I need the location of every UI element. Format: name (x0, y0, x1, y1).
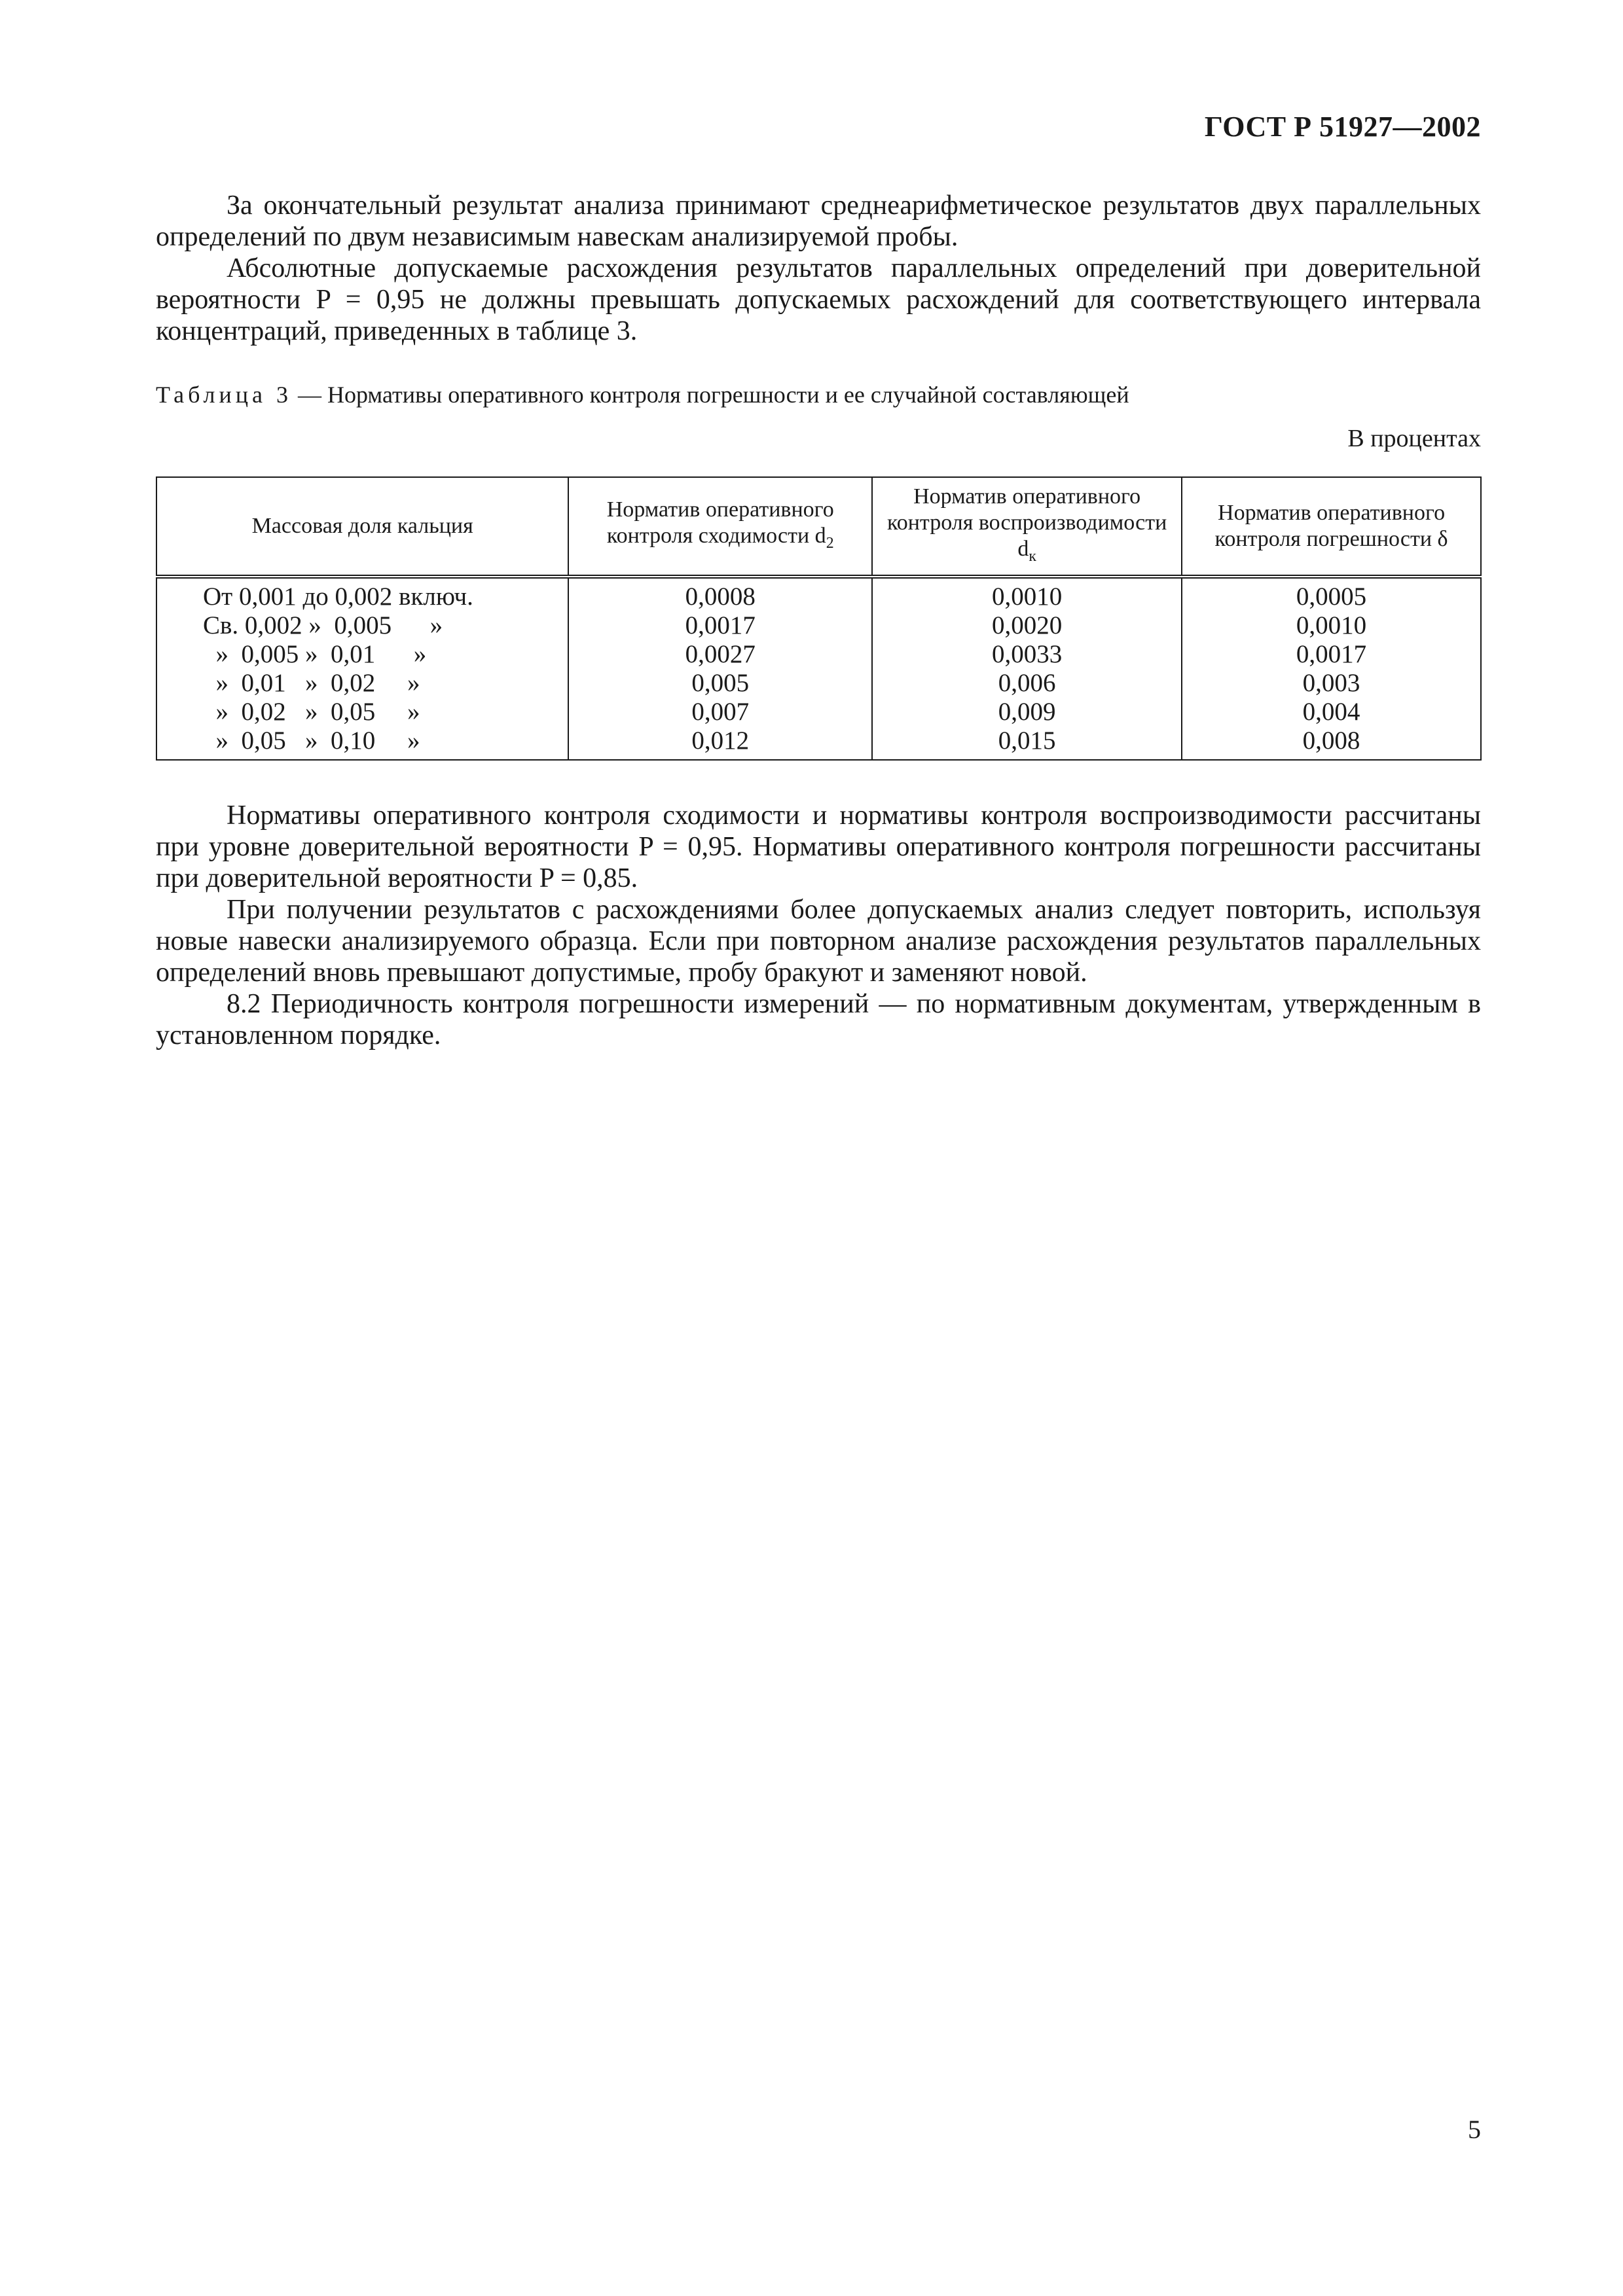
table-caption (156, 381, 1129, 408)
cell-range: От 0,001 до 0,002 включ. (156, 577, 568, 611)
cell-dk: 0,006 (872, 669, 1182, 698)
cell-delta: 0,0005 (1182, 577, 1481, 611)
cell-dk: 0,0033 (872, 640, 1182, 669)
cell-d2: 0,007 (568, 698, 872, 726)
table-row (156, 640, 1481, 669)
table-row (156, 698, 1481, 726)
document-code-header: ГОСТ Р 51927—2002 (1204, 111, 1481, 143)
header-error: Норматив оперативного контроля погрешности δ (1182, 477, 1481, 577)
header-reproducibility: Норматив оперативного контроля воспроизводимости $d_к$ (872, 477, 1182, 577)
header-repeatability: Норматив оперативного контроля сходимости $d_2$ (568, 477, 872, 577)
cell-d2: 0,0017 (568, 611, 872, 640)
cell-d2: 0,0008 (568, 577, 872, 611)
cell-delta: 0,008 (1182, 726, 1481, 760)
paragraph-control-periodicity: 8.2 Периодичность контроля погрешности измерений — по нормативным документам, утвержденным в установленном порядке. (156, 989, 1481, 1050)
cell-d2: 0,0027 (568, 640, 872, 669)
norms-table (156, 476, 1482, 761)
cell-range: » 0,005 » 0,01 » (156, 640, 568, 669)
table-caption-text: — Нормативы оперативного контроля погрешности и ее случайной составляющей (291, 382, 1129, 408)
table-row (156, 611, 1481, 640)
table-row (156, 726, 1481, 760)
table-caption-label: Таблица 3 (156, 382, 292, 408)
cell-delta: 0,0010 (1182, 611, 1481, 640)
text-block-bottom (156, 800, 1481, 1051)
cell-range: » 0,05 » 0,10 » (156, 726, 568, 760)
cell-dk: 0,009 (872, 698, 1182, 726)
cell-range: » 0,02 » 0,05 » (156, 698, 568, 726)
paragraph-absolute-tolerances: Абсолютные допускаемые расхождения результатов параллельных определений при доверительной вероятности P = 0,95 не должны превышать допускаемых расхождений для соответствующего интервала концентраций, приведенных в таблице 3. (156, 253, 1481, 346)
cell-delta: 0,004 (1182, 698, 1481, 726)
paragraph-repeat-analysis: При получении результатов с расхождениями более допускаемых анализ следует повторить, используя новые навески анализируемого образца. Если при повторном анализе расхождения результатов параллельных определений вновь превышают допустимые, пробу бракуют и заменяют новой. (156, 895, 1481, 988)
cell-range: » 0,01 » 0,02 » (156, 669, 568, 698)
cell-dk: 0,0020 (872, 611, 1182, 640)
page-number: 5 (1468, 2115, 1481, 2144)
paragraph-norms-confidence: Нормативы оперативного контроля сходимости и нормативы контроля воспроизводимости рассчитаны при уровне доверительной вероятности P = 0,95. Нормативы оперативного контроля погрешности рассчитаны при доверительной вероятности P = 0,85. (156, 800, 1481, 893)
paragraph-final-result: За окончательный результат анализа принимают среднеарифметическое результатов двух параллельных определений по двум независимым навескам анализируемой пробы. (156, 190, 1481, 252)
table-units-note: В процентах (1347, 425, 1481, 452)
table-row (156, 669, 1481, 698)
table-row (156, 577, 1481, 611)
text-block-top (156, 190, 1481, 347)
cell-range: Св. 0,002 » 0,005 » (156, 611, 568, 640)
cell-d2: 0,012 (568, 726, 872, 760)
table-header-row (156, 477, 1481, 577)
cell-delta: 0,0017 (1182, 640, 1481, 669)
cell-d2: 0,005 (568, 669, 872, 698)
cell-dk: 0,015 (872, 726, 1182, 760)
cell-dk: 0,0010 (872, 577, 1182, 611)
cell-delta: 0,003 (1182, 669, 1481, 698)
header-mass-fraction: Массовая доля кальция (156, 477, 568, 577)
